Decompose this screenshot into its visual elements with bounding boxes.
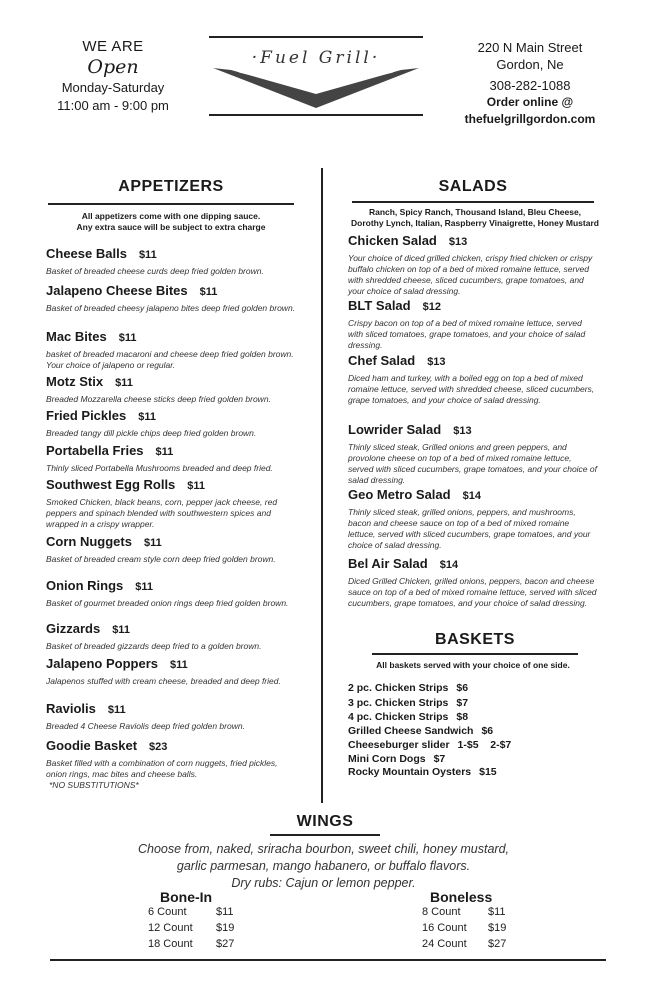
- wing-flavors: [60, 841, 587, 892]
- menu-item-price: $11: [135, 581, 154, 593]
- baskets-title: BASKETS: [435, 631, 515, 648]
- column-divider: [321, 168, 323, 803]
- wings-title: WINGS: [296, 813, 354, 830]
- basket-item-price: 1-$5 2-$7: [457, 739, 512, 751]
- menu-item-heading: [46, 476, 296, 494]
- menu-item-price: $23: [149, 741, 168, 753]
- menu-item-description: Basket of gourmet breaded onion rings deep fried golden brown.: [46, 598, 289, 608]
- logo-text: ·Fuel Grill·: [251, 48, 381, 68]
- menu-item: [348, 297, 598, 351]
- basket-item-price: $8: [456, 711, 469, 723]
- order-online-text: Order online @: [486, 95, 574, 109]
- menu-item-price: $11: [138, 249, 157, 261]
- menu-item-name: Gizzards: [46, 621, 101, 636]
- basket-item-name: 4 pc. Chicken Strips: [348, 711, 449, 723]
- menu-item: [46, 245, 296, 277]
- appetizers-title: APPETIZERS: [118, 178, 224, 195]
- menu-item-price: $12: [422, 301, 441, 313]
- dressings-line-1: Ranch, Spicy Ranch, Thousand Island, Bleu Cheese,: [368, 207, 582, 217]
- menu-item-heading: [46, 373, 296, 391]
- menu-item: [46, 737, 296, 791]
- menu-item-heading: [46, 655, 296, 673]
- menu-item: [348, 232, 598, 297]
- menu-item-heading: [46, 577, 296, 595]
- menu-item-heading: [46, 407, 296, 425]
- menu-item-heading: [46, 328, 296, 346]
- basket-item-name: Grilled Cheese Sandwich: [348, 725, 474, 737]
- basket-item-price: $7: [456, 697, 469, 709]
- menu-item: [348, 555, 598, 609]
- menu-item: [46, 577, 296, 609]
- menu-item-price: $11: [143, 537, 162, 549]
- wing-price: $11: [488, 906, 506, 918]
- menu-item-name: Bel Air Salad: [348, 556, 428, 571]
- menu-item: [46, 373, 296, 405]
- basket-item-name: Cheeseburger slider: [348, 739, 450, 751]
- basket-item-price: $7: [433, 753, 446, 765]
- wing-count: 8 Count: [422, 906, 461, 918]
- menu-item-name: Chicken Salad: [348, 233, 437, 248]
- menu-item-description: basket of breaded macaroni and cheese deep fried golden brown. Your choice of jalapeno or regular.: [46, 349, 294, 370]
- menu-item-price: $13: [427, 356, 446, 368]
- menu-item-price: $11: [155, 446, 174, 458]
- menu-item-price: $11: [112, 624, 130, 636]
- menu-item-price: $11: [118, 332, 137, 344]
- hours-block: [38, 38, 188, 115]
- menu-item-name: Motz Stix: [46, 374, 104, 389]
- menu-item-heading: [46, 245, 296, 263]
- open-hours: 11:00 am - 9:00 pm: [57, 98, 169, 113]
- basket-item-name: Mini Corn Dogs: [348, 753, 426, 765]
- menu-item-description: Your choice of diced grilled chicken, crispy fried chicken or crispy buffalo chicken on top of a bed of mixed romaine lettuce, served with shredded cheese, sliced cucumbers, grape tomatoes, and your choice of salad dressing.: [348, 253, 593, 296]
- menu-item-description: Thinly sliced steak, grilled onions, peppers, and mushrooms, bacon and cheese sauce on top of a bed of mixed romaine lettuce, served with sliced cucumbers, grape tomatoes, and your choice of salad dressing.: [348, 507, 591, 550]
- boneless-title: Boneless: [430, 889, 493, 905]
- baskets-rule: [372, 653, 578, 655]
- basket-item: [348, 711, 468, 723]
- menu-item-price: $11: [169, 659, 188, 671]
- menu-item: [46, 533, 296, 565]
- basket-item: [348, 697, 468, 709]
- we-are-text: WE ARE: [82, 38, 144, 55]
- wing-flavors-line-2: garlic parmesan, mango habanero, or buffalo flavors.: [176, 859, 471, 873]
- logo-graphic: [205, 34, 427, 118]
- basket-item: [348, 725, 493, 737]
- menu-item: [348, 486, 598, 551]
- menu-item: [348, 352, 598, 406]
- menu-item-name: Jalapeno Cheese Bites: [46, 283, 188, 298]
- menu-item-price: $13: [448, 236, 468, 248]
- menu-item-price: $11: [115, 377, 133, 389]
- menu-item: [46, 620, 296, 652]
- wing-count: 6 Count: [148, 906, 187, 918]
- menu-item: [46, 476, 296, 530]
- menu-item-name: Geo Metro Salad: [348, 487, 451, 502]
- menu-item-price: $14: [439, 559, 459, 571]
- basket-item: [348, 739, 511, 751]
- wing-count: 24 Count: [422, 938, 467, 950]
- menu-item-name: Goodie Basket: [46, 738, 138, 753]
- menu-item-name: Mac Bites: [46, 329, 107, 344]
- basket-item-name: 2 pc. Chicken Strips: [348, 682, 449, 694]
- fuel-grill-logo: [205, 34, 427, 118]
- menu-item: [348, 421, 598, 486]
- wing-price: $11: [216, 906, 234, 918]
- basket-item: [348, 766, 497, 778]
- menu-item: [46, 655, 296, 687]
- salads-title: SALADS: [438, 178, 508, 195]
- menu-item-heading: [348, 555, 598, 573]
- appetizers-note: [40, 211, 302, 233]
- menu-item-description: Diced ham and turkey, with a boiled egg on top a bed of mixed romaine lettuce, served with shredded cheese, sliced cucumbers, grape tomatoes, and your choice of salad dressing.: [348, 373, 595, 405]
- bone-in-title: Bone-In: [160, 889, 213, 905]
- menu-item-heading: [348, 352, 598, 370]
- basket-item-price: $6: [481, 725, 494, 737]
- menu-item-name: Jalapeno Poppers: [46, 656, 158, 671]
- phone-number: 308-282-1088: [489, 78, 571, 93]
- menu-item-heading: [348, 421, 598, 439]
- wing-price: $27: [488, 938, 507, 950]
- address-line-1: 220 N Main Street: [477, 40, 583, 55]
- menu-item-price: $11: [138, 411, 156, 423]
- menu-item: [46, 328, 296, 371]
- contact-block: [440, 39, 620, 128]
- menu-item-name: BLT Salad: [348, 298, 411, 313]
- appetizers-note-line-2: Any extra sauce will be subject to extra charge: [76, 222, 266, 232]
- website-link[interactable]: thefuelgrillgordon.com: [464, 112, 596, 126]
- menu-item-name: Onion Rings: [46, 578, 124, 593]
- wing-price: $19: [216, 922, 235, 934]
- wings-rule: [270, 834, 380, 836]
- menu-item-description: Crispy bacon on top of a bed of mixed romaine lettuce, served with sliced tomatoes, grape tomatoes, and your choice of salad dressing.: [348, 318, 586, 350]
- open-text: Open: [87, 56, 139, 78]
- menu-item-heading: [46, 282, 296, 300]
- menu-item-name: Chef Salad: [348, 353, 416, 368]
- dry-rubs-line: Dry rubs: Cajun or lemon pepper.: [231, 876, 416, 890]
- wing-count: 16 Count: [422, 922, 467, 934]
- menu-item-description: Breaded tangy dill pickle chips deep fried golden brown.: [46, 428, 257, 438]
- menu-item-description: Basket filled with a combination of corn nuggets, fried pickles, onion rings, mac bites and cheese balls.: [46, 758, 278, 779]
- bottom-rule: [50, 959, 606, 961]
- menu-item-name: Lowrider Salad: [348, 422, 442, 437]
- basket-item: [348, 753, 445, 765]
- menu-item: [46, 442, 296, 474]
- menu-item-heading: [348, 297, 598, 315]
- menu-item-description: Basket of breaded cheesy jalapeno bites deep fried golden brown.: [46, 303, 296, 313]
- menu-item-description: Basket of breaded cream style corn deep fried golden brown.: [46, 554, 276, 564]
- menu-item-description: Diced Grilled Chicken, grilled onions, peppers, bacon and cheese sauce on top of a bed of mixed romaine lettuce, served with sliced cucumbers, grape tomatoes, and your choice of salad dressing.: [348, 576, 597, 608]
- menu-item-description: Breaded Mozzarella cheese sticks deep fried golden brown.: [46, 394, 271, 404]
- wing-flavors-line-1: Choose from, naked, sriracha bourbon, sweet chili, honey mustard,: [137, 842, 510, 856]
- menu-item-name: Southwest Egg Rolls: [46, 477, 176, 492]
- menu-item-heading: [46, 442, 296, 460]
- dressings-line-2: Dorothy Lynch, Italian, Raspberry Vinaigrette, Honey Mustard: [351, 218, 599, 228]
- menu-item-heading: [348, 486, 598, 504]
- menu-item-description: Thinly sliced Portabella Mushrooms breaded and deep fried.: [46, 463, 273, 473]
- basket-item: [348, 682, 468, 694]
- wing-price: $19: [488, 922, 507, 934]
- menu-item-price: $13: [453, 425, 472, 437]
- salads-rule: [352, 201, 594, 203]
- menu-item-description: Thinly sliced steak, Grilled onions and green peppers, and provolone cheese on top of a bed of mixed romaine lettuce, served with sliced cucumbers, grape tomatoes, and your choice of salad dressing.: [348, 442, 597, 485]
- basket-item-name: Rocky Mountain Oysters: [348, 766, 472, 778]
- menu-item-price: $11: [199, 286, 218, 298]
- appetizers-rule: [48, 203, 294, 205]
- menu-item-price: $11: [187, 480, 206, 492]
- salad-dressings-note: [330, 207, 620, 229]
- basket-item-price: $15: [479, 766, 497, 778]
- basket-item-price: $6: [456, 682, 469, 694]
- menu-item-description: Smoked Chicken, black beans, corn, pepper jack cheese, red peppers and spinach blended with southwestern spices and wrapped in a crispy wrapper.: [46, 497, 278, 529]
- menu-item-name: Portabella Fries: [46, 443, 144, 458]
- baskets-note: All baskets served with your choice of one side.: [376, 660, 570, 670]
- menu-item: [46, 282, 296, 314]
- menu-item-description: Breaded 4 Cheese Raviolis deep fried golden brown.: [46, 721, 245, 731]
- appetizers-note-line-1: All appetizers come with one dipping sauce.: [81, 211, 261, 221]
- menu-item-description: Basket of breaded gizzards deep fried to a golden brown.: [46, 641, 262, 651]
- open-days: Monday-Saturday: [61, 80, 165, 95]
- menu-item-description: Basket of breaded cheese curds deep fried golden brown.: [46, 266, 264, 276]
- menu-item-name: Corn Nuggets: [46, 534, 132, 549]
- menu-item-name: Fried Pickles: [46, 408, 127, 423]
- menu-item-price: $11: [107, 704, 126, 716]
- menu-item-name: Cheese Balls: [46, 246, 127, 261]
- menu-item: [46, 700, 296, 732]
- wing-count: 12 Count: [148, 922, 193, 934]
- basket-item-name: 3 pc. Chicken Strips: [348, 697, 449, 709]
- menu-item-heading: [348, 232, 598, 250]
- menu-item: [46, 407, 296, 439]
- address-line-2: Gordon, Ne: [496, 57, 564, 72]
- menu-item-description: Jalapenos stuffed with cream cheese, breaded and deep fried.: [46, 676, 281, 686]
- wing-price: $27: [216, 938, 235, 950]
- menu-item-heading: [46, 737, 296, 755]
- menu-item-heading: [46, 533, 296, 551]
- wing-count: 18 Count: [148, 938, 193, 950]
- menu-item-heading: [46, 620, 296, 638]
- menu-item-price: $14: [462, 490, 481, 502]
- menu-item-name: Raviolis: [46, 701, 96, 716]
- menu-item-note: *NO SUBSTITUTIONS*: [49, 780, 139, 790]
- menu-item-heading: [46, 700, 296, 718]
